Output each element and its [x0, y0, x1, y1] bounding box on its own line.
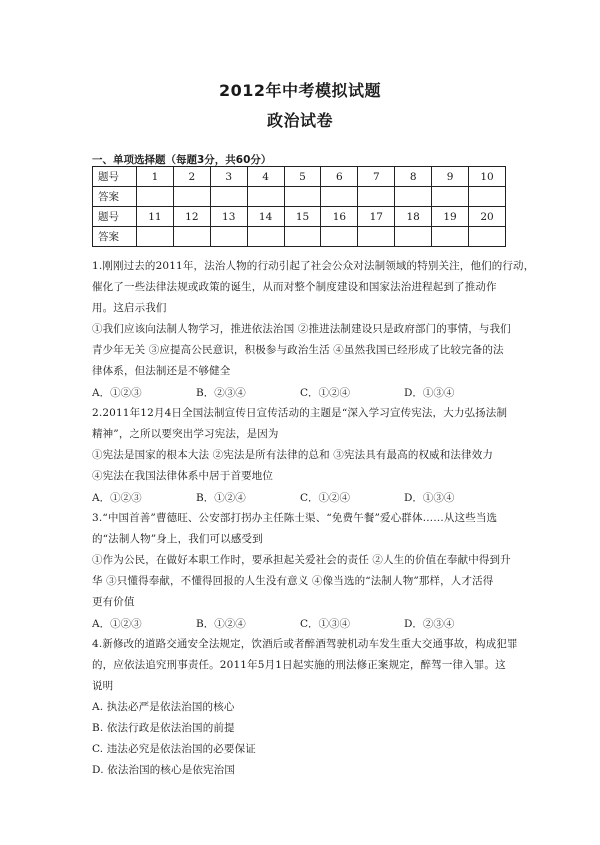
question-number: 10 — [469, 167, 506, 187]
answer-cell[interactable] — [321, 227, 358, 247]
answer-cell[interactable] — [469, 187, 506, 207]
answer-cell[interactable] — [358, 187, 395, 207]
answer-cell[interactable] — [284, 227, 321, 247]
question-number: 19 — [432, 207, 469, 227]
question-4-choice-c[interactable]: C. 违法必究是依法治国的必要保证 — [92, 743, 256, 755]
answer-cell[interactable] — [321, 187, 358, 207]
question-3-text-line: ①作为公民，在做好本职工作时，要承担起关爱社会的责任 ②人生的价值在奉献中得到升 — [92, 554, 511, 566]
question-4-choice-b[interactable]: B. 依法行政是依法治国的前提 — [92, 722, 235, 734]
question-1-option-a[interactable]: A．①②③ — [92, 387, 142, 399]
answer-cell[interactable] — [247, 227, 284, 247]
question-2-text-line: 精神”，之所以要突出学习宪法，是因为 — [92, 428, 279, 440]
question-1-text-line: 1.刚刚过去的2011年，法治人物的行动引起了社会公众对法制领域的特别关注，他们的行动， — [92, 260, 535, 272]
question-number: 7 — [358, 167, 395, 187]
answer-cell[interactable] — [469, 227, 506, 247]
question-1-text-line: 催化了一些法律法规或政策的诞生，从而对整个制度建设和国家法治进程起到了推动作 — [92, 281, 497, 293]
answer-cell[interactable] — [137, 227, 174, 247]
question-number: 1 — [137, 167, 174, 187]
question-number: 17 — [358, 207, 395, 227]
question-1-text-line: 青少年无关 ③应提高公民意识，积极参与政治生活 ④虽然我国已经形成了比较完备的法 — [92, 344, 504, 356]
question-number: 16 — [321, 207, 358, 227]
question-number: 4 — [247, 167, 284, 187]
question-number: 18 — [395, 207, 432, 227]
question-number: 15 — [284, 207, 321, 227]
question-number: 20 — [469, 207, 506, 227]
table-row-question-numbers-2 — [93, 207, 506, 227]
question-3-text-line: 华 ③只懂得奉献，不懂得回报的人生没有意义 ④像当选的“法制人物”那样，人才活得 — [92, 575, 494, 587]
question-number: 8 — [395, 167, 432, 187]
question-2-option-c[interactable]: C．①②④ — [300, 492, 351, 504]
question-1-text-line: 律体系，但法制还是不够健全 — [92, 365, 231, 377]
question-number: 9 — [432, 167, 469, 187]
row-label-answer: 答案 — [93, 227, 137, 247]
question-2-text-line: ①宪法是国家的根本大法 ②宪法是所有法律的总和 ③宪法具有最高的权威和法律效力 — [92, 449, 494, 461]
question-2-text-line: ④宪法在我国法律体系中居于首要地位 — [92, 470, 274, 482]
answer-cell[interactable] — [432, 227, 469, 247]
section-heading: 一、单项选择题（每题3分，共60分） — [92, 154, 272, 166]
question-3-option-d[interactable]: D．②③④ — [404, 618, 455, 630]
question-3-text-line: 3.“中国首善”曹德旺、公安部打拐办主任陈士渠、“免费午餐”爱心群体……从这些当选 — [92, 512, 498, 524]
question-1-option-c[interactable]: C．①②④ — [300, 387, 351, 399]
question-4-text-line: 说明 — [92, 680, 114, 692]
question-1-option-b[interactable]: B．②③④ — [196, 387, 246, 399]
question-1-option-d[interactable]: D．①③④ — [404, 387, 455, 399]
question-number: 14 — [247, 207, 284, 227]
question-3-text-line: 更有价值 — [92, 596, 135, 608]
question-3-option-b[interactable]: B．①②④ — [196, 618, 246, 630]
table-row-answers-2 — [93, 227, 506, 247]
row-label-answer: 答案 — [93, 187, 137, 207]
answer-table — [92, 166, 506, 247]
answer-cell[interactable] — [173, 227, 210, 247]
table-row-answers-1 — [93, 187, 506, 207]
question-2-option-a[interactable]: A．①②③ — [92, 492, 142, 504]
page-subtitle: 政治试卷 — [266, 111, 333, 130]
answer-cell[interactable] — [358, 227, 395, 247]
answer-cell[interactable] — [432, 187, 469, 207]
question-1-text-line: ①我们应该向法制人物学习，推进依法治国 ②推进法制建设只是政府部门的事情，与我们 — [92, 323, 511, 335]
row-label-question: 题号 — [93, 207, 137, 227]
question-4-text-line: 的，应依法追究刑事责任。2011年5月1日起实施的刑法修正案规定，醉驾一律入罪。这 — [92, 659, 506, 671]
question-3-text-line: 的“法制人物”身上，我们可以感受到 — [92, 533, 263, 545]
question-number: 3 — [210, 167, 247, 187]
answer-cell[interactable] — [173, 187, 210, 207]
table-row-question-numbers-1 — [93, 167, 506, 187]
answer-cell[interactable] — [210, 187, 247, 207]
question-number: 2 — [173, 167, 210, 187]
question-3-option-a[interactable]: A．①②③ — [92, 618, 142, 630]
question-2-option-d[interactable]: D．①③④ — [404, 492, 455, 504]
question-number: 6 — [321, 167, 358, 187]
page-title: 2012年中考模拟试题 — [218, 81, 382, 100]
question-2-text-line: 2.2011年12月4日全国法制宣传日宣传活动的主题是“深入学习宣传宪法，大力弘扬法制 — [92, 407, 508, 419]
answer-cell[interactable] — [210, 227, 247, 247]
question-4-text-line: 4.新修改的道路交通安全法规定，饮酒后或者醉酒驾驶机动车发生重大交通事故，构成犯罪 — [92, 638, 518, 650]
question-number: 12 — [173, 207, 210, 227]
answer-cell[interactable] — [247, 187, 284, 207]
question-2-option-b[interactable]: B．①②④ — [196, 492, 246, 504]
row-label-question: 题号 — [93, 167, 137, 187]
question-4-choice-a[interactable]: A. 执法必严是依法治国的核心 — [92, 701, 235, 713]
question-1-text-line: 用。这启示我们 — [92, 302, 167, 314]
question-number: 13 — [210, 207, 247, 227]
question-number: 11 — [137, 207, 174, 227]
answer-cell[interactable] — [395, 187, 432, 207]
answer-cell[interactable] — [284, 187, 321, 207]
question-4-choice-d[interactable]: D. 依法治国的核心是依宪治国 — [92, 764, 235, 776]
question-3-option-c[interactable]: C．①③④ — [300, 618, 351, 630]
answer-cell[interactable] — [137, 187, 174, 207]
answer-cell[interactable] — [395, 227, 432, 247]
question-number: 5 — [284, 167, 321, 187]
